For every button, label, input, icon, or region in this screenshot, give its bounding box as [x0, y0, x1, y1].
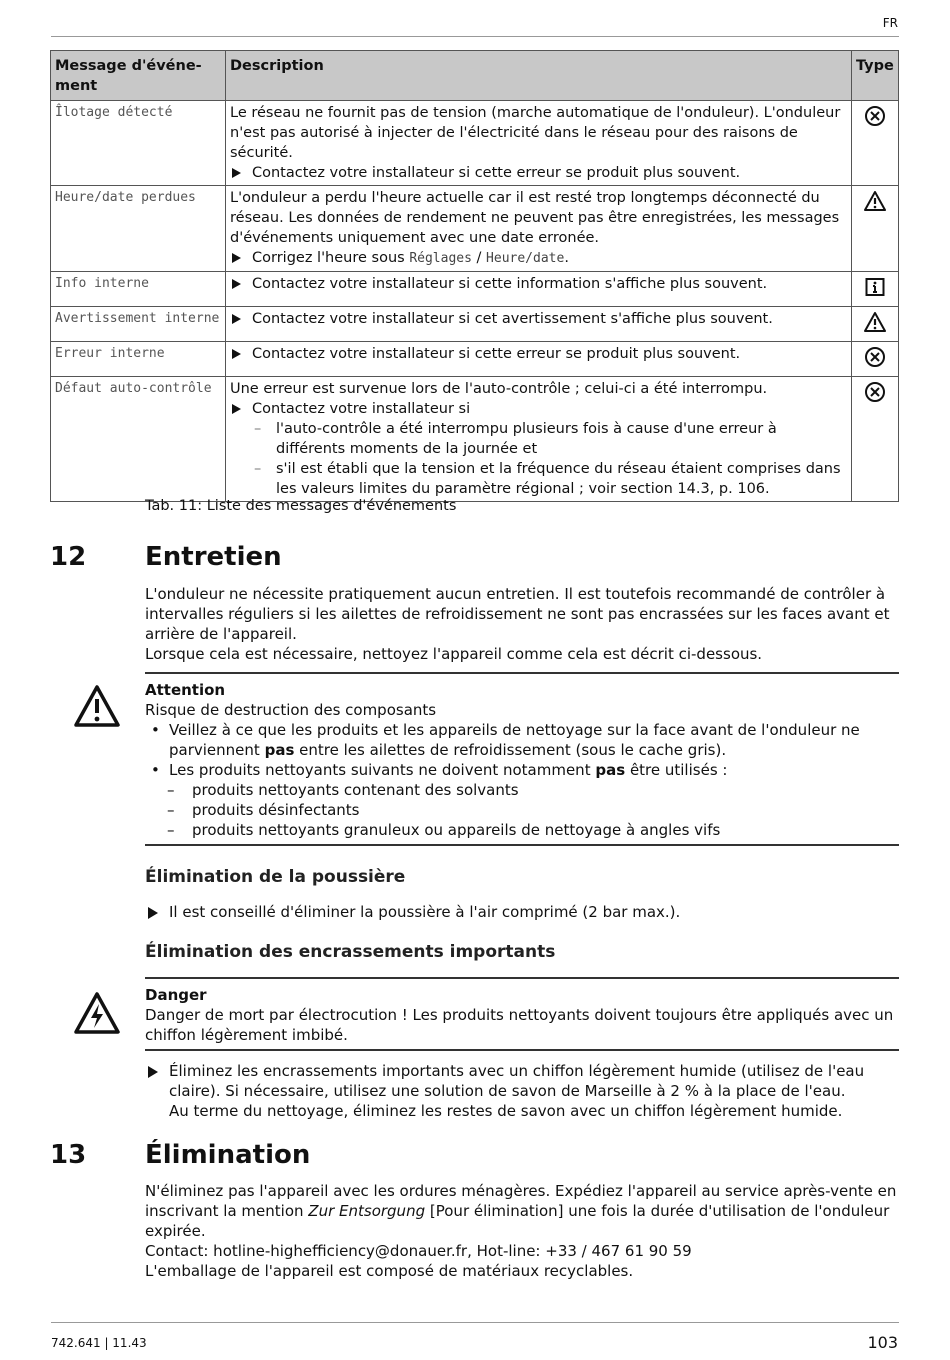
- list-item: – produits désinfectants: [145, 800, 899, 820]
- warning-triangle-icon: [864, 311, 886, 333]
- document-id: 742.641 | 11.43: [51, 1336, 147, 1350]
- event-messages-table: [50, 50, 899, 502]
- subheading-heavy-dirt-removal: Élimination des encrassements importants: [145, 942, 556, 962]
- event-type: [852, 186, 899, 272]
- event-description: [226, 272, 852, 307]
- action-step: Contactez votre installateur si cette erreur se produit plus souvent.: [230, 163, 847, 183]
- event-type: [852, 377, 899, 502]
- info-icon: [864, 276, 886, 298]
- event-type: [852, 101, 899, 186]
- section-heading-maintenance: 12 Entretien: [50, 542, 282, 572]
- action-step: Contactez votre installateur si: [230, 399, 847, 419]
- table-row: [51, 342, 899, 377]
- list-item: – produits nettoyants contenant des solvants: [145, 780, 899, 800]
- error-x-icon: [864, 105, 886, 127]
- event-description: [226, 377, 852, 502]
- table-row: [51, 186, 899, 272]
- warning-triangle-icon: [864, 190, 886, 212]
- event-message: Info interne: [51, 272, 226, 307]
- event-message: Îlotage détecté: [51, 101, 226, 186]
- list-item: • Veillez à ce que les produits et les appareils de nettoyage sur la face avant de l'onduleur ne parviennent pas entre les ailettes de refroidissement (sous le cache gris).: [145, 720, 899, 760]
- notice-text: Danger de mort par électrocution ! Les produits nettoyants doivent toujours être appliqués avec un chiffon légèrement imbibé.: [145, 1006, 894, 1044]
- event-type: [852, 342, 899, 377]
- menu-path-time-date: Heure/date: [486, 251, 565, 266]
- column-header-type: Type: [852, 51, 899, 101]
- disposal-text: N'éliminez pas l'appareil avec les ordures ménagères. Expédiez l'appareil au service après-vente en inscrivant la mention Zur Entsorgung [Pour élimination] une fois la durée d'utilisation de l'onduleur expirée. Contact: hotline-highefficiency@donauer.fr, Hot-line: +33 / 467 61 90 59 L'emballage de l'appareil est composé de matériaux recyclables.: [145, 1181, 899, 1281]
- event-type: [852, 307, 899, 342]
- condition-item: – l'auto-contrôle a été interrompu plusieurs fois à cause d'une erreur à différents moments de la journée et: [230, 419, 847, 459]
- table-caption: Tab. 11: Liste des messages d'événements: [145, 498, 457, 514]
- event-message: Erreur interne: [51, 342, 226, 377]
- condition-item: – s'il est établi que la tension et la fréquence du réseau étaient comprises dans les valeurs limites du paramètre régional ; voir section 14.3, p. 106.: [230, 459, 847, 499]
- contact-info: Contact: hotline-highefficiency@donauer.fr, Hot-line: +33 / 467 61 90 59: [145, 1242, 692, 1260]
- action-step: Contactez votre installateur si cette information s'affiche plus souvent.: [230, 274, 847, 294]
- error-x-icon: [864, 346, 886, 368]
- list-item: • Les produits nettoyants suivants ne doivent notamment pas être utilisés :: [145, 760, 899, 780]
- table-row: [51, 377, 899, 502]
- attention-warning-icon: [73, 684, 121, 728]
- action-step: Contactez votre installateur si cet avertissement s'affiche plus souvent.: [230, 309, 847, 329]
- table-header-row: [51, 51, 899, 101]
- description-text: L'onduleur a perdu l'heure actuelle car il est resté trop longtemps déconnecté du réseau. Les données de rendement ne peuvent pas être enregistrées, les messages d'événements uniquement avec une date erronée.: [230, 190, 840, 246]
- event-description: [226, 186, 852, 272]
- notice-subtitle: Risque de destruction des composants: [145, 701, 437, 719]
- action-step: Corrigez l'heure sous Réglages / Heure/date.: [230, 248, 847, 269]
- section-heading-disposal: 13 Élimination: [50, 1140, 311, 1170]
- subheading-dust-removal: Élimination de la poussière: [145, 867, 406, 887]
- page-number: 103: [867, 1333, 898, 1352]
- action-step: Contactez votre installateur si cette erreur se produit plus souvent.: [230, 344, 847, 364]
- event-description: [226, 342, 852, 377]
- header-rule: [51, 36, 899, 37]
- event-description: [226, 307, 852, 342]
- language-code: FR: [882, 16, 898, 30]
- event-message: Heure/date perdues: [51, 186, 226, 272]
- event-description: [226, 101, 852, 186]
- action-step: Il est conseillé d'éliminer la poussière à l'air comprimé (2 bar max.).: [145, 902, 899, 922]
- list-item: – produits nettoyants granuleux ou appareils de nettoyage à angles vifs: [145, 820, 899, 840]
- event-message: Défaut auto-contrôle: [51, 377, 226, 502]
- table-row: [51, 272, 899, 307]
- electric-danger-icon: [73, 991, 121, 1035]
- column-header-message: Message d'événe-ment: [51, 51, 226, 101]
- table-row: [51, 307, 899, 342]
- attention-notice: [145, 672, 899, 846]
- description-text: Le réseau ne fournit pas de tension (marche automatique de l'onduleur). L'onduleur n'est pas autorisé à injecter de l'électricité dans le réseau pour des raisons de sécurité.: [230, 105, 841, 161]
- action-step: Éliminez les encrassements importants avec un chiffon légèrement humide (utilisez de l'eau claire). Si nécessaire, utilisez une solution de savon de Marseille à 2 % à la place de l'eau. Au terme du nettoyage, éliminez les restes de savon avec un chiffon légèrement humide.: [145, 1061, 899, 1121]
- menu-path-settings: Réglages: [409, 251, 472, 266]
- event-type: [852, 272, 899, 307]
- danger-notice: [145, 977, 899, 1051]
- notice-title: Attention: [145, 681, 226, 699]
- column-header-description: Description: [226, 51, 852, 101]
- table-row: [51, 101, 899, 186]
- maintenance-intro: L'onduleur ne nécessite pratiquement aucun entretien. Il est toutefois recommandé de contrôler à intervalles réguliers si les ailettes de refroidissement ne sont pas encrassées sur les faces avant et arrière de l'appareil. Lorsque cela est nécessaire, nettoyez l'appareil comme cela est décrit ci-dessous.: [145, 585, 890, 663]
- event-message: Avertissement interne: [51, 307, 226, 342]
- description-text: Une erreur est survenue lors de l'auto-contrôle ; celui-ci a été interrompu.: [230, 381, 768, 397]
- footer-rule: [51, 1322, 899, 1323]
- error-x-icon: [864, 381, 886, 403]
- notice-title: Danger: [145, 986, 207, 1004]
